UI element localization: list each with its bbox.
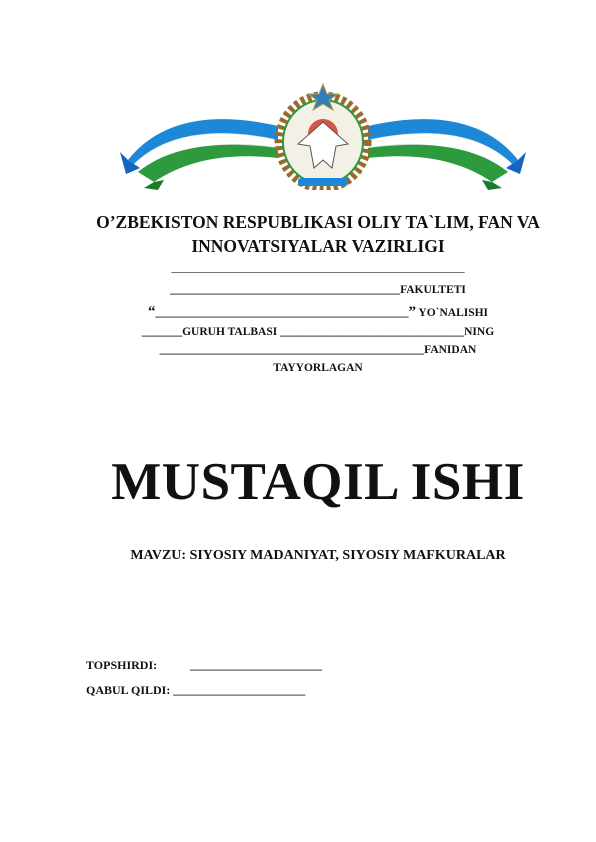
accepted-label: QABUL QILDI: <box>86 683 174 697</box>
topic-line: MAVZU: SIYOSIY MADANIYAT, SIYOSIY MAFKURALAR <box>130 548 506 563</box>
subject-blank: ______________________________________________ <box>159 344 425 356</box>
prepared-label: TAYYORLAGAN <box>273 362 363 374</box>
direction-close-quote: ” <box>408 304 416 320</box>
faculty-blank: ________________________________________ <box>170 284 401 296</box>
submitted-label: TOPSHIRDI: <box>86 658 158 672</box>
right-ribbon <box>368 119 526 190</box>
direction-label: YO`NALISHI <box>415 307 489 319</box>
ministry-line-2: INNOVATSIYALAR VAZIRLIGI <box>191 236 445 256</box>
blank-line: ___________________________________________________ <box>171 262 465 274</box>
accepted-row <box>86 683 305 698</box>
prepared-row <box>40 362 596 374</box>
direction-blank: ____________________________________________ <box>155 307 409 319</box>
left-ribbon <box>120 119 278 190</box>
group-row <box>40 326 596 338</box>
ministry-heading <box>60 210 576 258</box>
emblem-band <box>298 178 348 186</box>
faculty-label: FAKULTETI <box>400 284 466 296</box>
blank-line-row <box>40 262 596 274</box>
direction-open-quote: “ <box>147 304 156 320</box>
state-emblem-image <box>118 82 528 190</box>
subject-row <box>40 344 596 356</box>
faculty-row <box>40 284 596 296</box>
name-label: NING <box>464 326 495 338</box>
name-blank: ________________________________ <box>280 326 465 338</box>
ministry-line-1: O’ZBEKISTON RESPUBLIKASI OLIY TA`LIM, FAN VA <box>96 212 540 232</box>
group-blank: _______ <box>141 326 183 338</box>
accepted-blank: ______________________ <box>173 683 306 697</box>
submitted-blank: ______________________ <box>190 658 322 672</box>
submitted-row <box>86 658 322 673</box>
group-label: GURUH TALBASI <box>182 326 281 338</box>
document-title: MUSTAQIL ISHI <box>111 453 525 511</box>
subject-label: FANIDAN <box>424 344 477 356</box>
direction-row <box>40 304 596 321</box>
